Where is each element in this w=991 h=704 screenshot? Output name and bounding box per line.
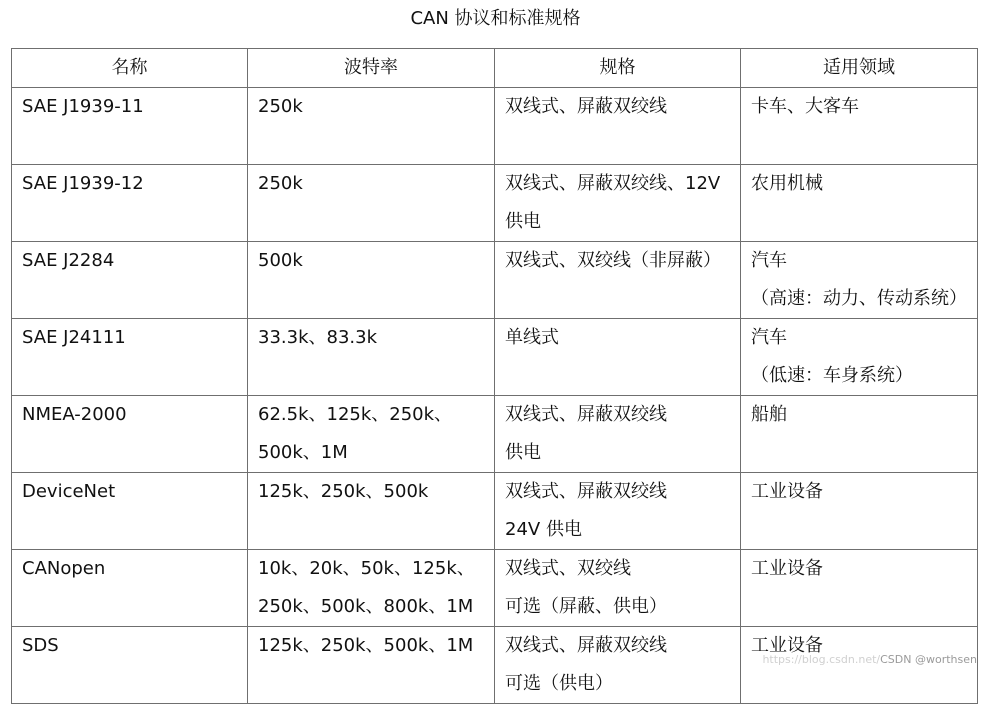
watermark <box>762 653 977 666</box>
can-standards-table <box>11 48 978 704</box>
cell-spec: 双线式、双绞线 可选（屏蔽、供电） <box>495 550 741 627</box>
cell-application-field: 工业设备 <box>741 550 978 627</box>
cell-application-field: 农用机械 <box>741 165 978 242</box>
cell-name: NMEA-2000 <box>12 396 248 473</box>
cell-spec: 双线式、屏蔽双绞线 供电 <box>495 396 741 473</box>
cell-spec: 双线式、双绞线（非屏蔽） <box>495 242 741 319</box>
header-name: 名称 <box>12 49 248 88</box>
table-row <box>12 550 978 627</box>
cell-application-field: 工业设备 <box>741 627 978 704</box>
cell-application-field: 汽车 （低速：车身系统） <box>741 319 978 396</box>
cell-application-field: 汽车 （高速：动力、传动系统） <box>741 242 978 319</box>
cell-application-field: 工业设备 <box>741 473 978 550</box>
table-row <box>12 242 978 319</box>
cell-baud-rate: 250k <box>248 88 495 165</box>
table-row <box>12 396 978 473</box>
page-title: CAN 协议和标准规格 <box>410 8 581 29</box>
cell-baud-rate: 125k、250k、500k、1M <box>248 627 495 704</box>
cell-name: SAE J2284 <box>12 242 248 319</box>
cell-baud-rate: 10k、20k、50k、125k、 250k、500k、800k、1M <box>248 550 495 627</box>
cell-name: DeviceNet <box>12 473 248 550</box>
header-application-field: 适用领域 <box>741 49 978 88</box>
cell-baud-rate: 62.5k、125k、250k、 500k、1M <box>248 396 495 473</box>
table-header-row <box>12 49 978 88</box>
cell-spec: 双线式、屏蔽双绞线、12V 供电 <box>495 165 741 242</box>
cell-name: SAE J24111 <box>12 319 248 396</box>
cell-spec: 双线式、屏蔽双绞线 可选（供电） <box>495 627 741 704</box>
table-row <box>12 473 978 550</box>
cell-baud-rate: 33.3k、83.3k <box>248 319 495 396</box>
cell-name: SAE J1939-12 <box>12 165 248 242</box>
table-row <box>12 88 978 165</box>
header-spec: 规格 <box>495 49 741 88</box>
cell-name: CANopen <box>12 550 248 627</box>
cell-application-field: 卡车、大客车 <box>741 88 978 165</box>
cell-name: SDS <box>12 627 248 704</box>
watermark-author: CSDN @worthsen <box>880 653 977 666</box>
cell-name: SAE J1939-11 <box>12 88 248 165</box>
cell-baud-rate: 250k <box>248 165 495 242</box>
header-baud-rate: 波特率 <box>248 49 495 88</box>
table-row <box>12 165 978 242</box>
cell-spec: 双线式、屏蔽双绞线 24V 供电 <box>495 473 741 550</box>
cell-baud-rate: 125k、250k、500k <box>248 473 495 550</box>
table-row <box>12 319 978 396</box>
cell-spec: 双线式、屏蔽双绞线 <box>495 88 741 165</box>
cell-spec: 单线式 <box>495 319 741 396</box>
cell-baud-rate: 500k <box>248 242 495 319</box>
cell-application-field: 船舶 <box>741 396 978 473</box>
watermark-url: https://blog.csdn.net/ <box>762 653 881 666</box>
